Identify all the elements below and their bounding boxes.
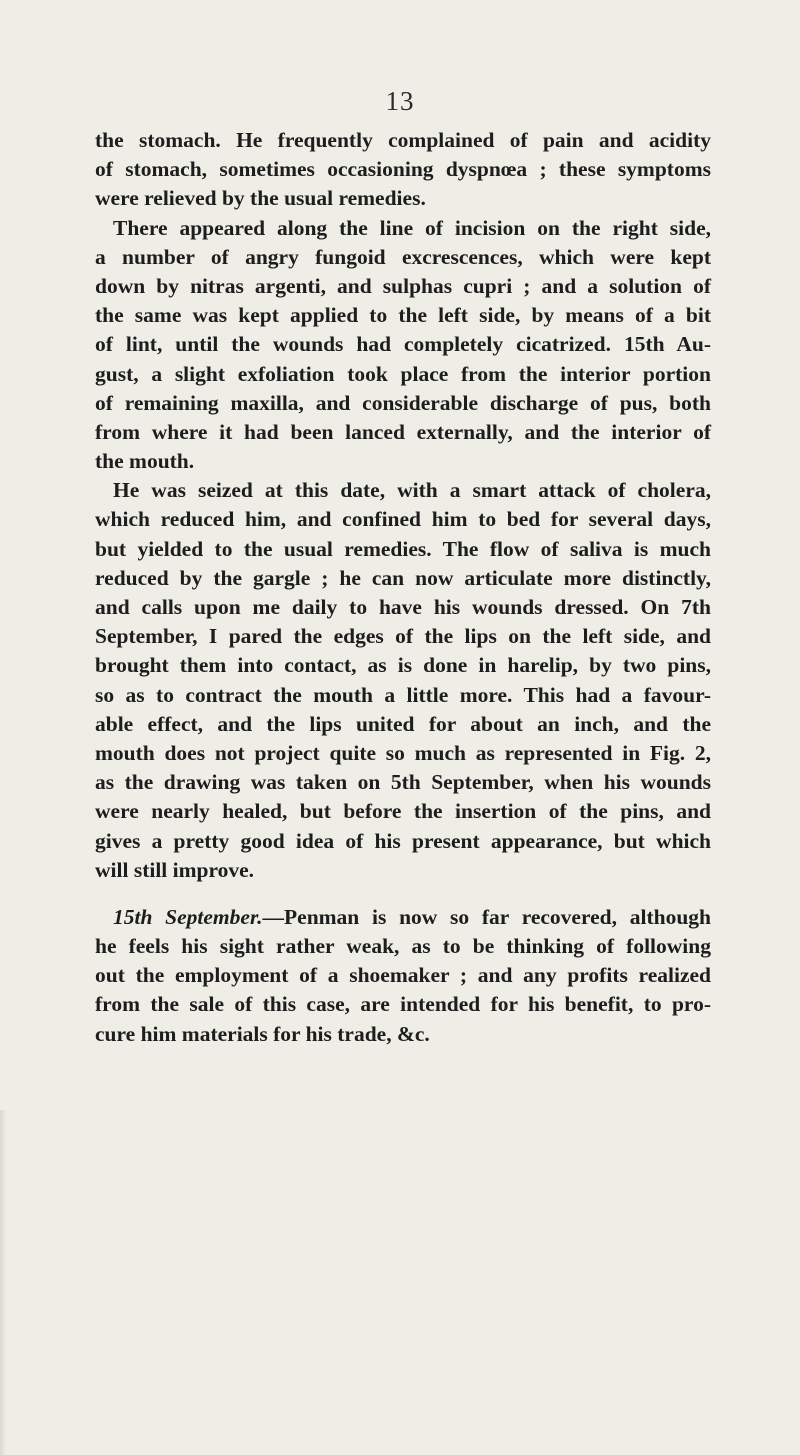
body-text — [95, 126, 711, 1049]
text-line: a number of angry fungoid excrescences, which were kept — [95, 244, 711, 269]
text-line: There appeared along the line of incision on the right side, — [113, 215, 711, 240]
text-line: he feels his sight rather weak, as to be thinking of following — [95, 934, 711, 959]
text-line: reduced by the gargle ; he can now articulate more distinctly, — [95, 565, 711, 590]
text-line — [95, 903, 711, 932]
paragraph-3 — [95, 476, 711, 885]
text-line: were relieved by the usual remedies. — [95, 186, 426, 211]
text-line: but yielded to the usual remedies. The flow of saliva is much — [95, 536, 711, 561]
text-line: gust, a slight exfoliation took place from the interior portion — [95, 361, 711, 386]
text-line: mouth does not project quite so much as represented in Fig. 2, — [95, 740, 711, 765]
text-line: of remaining maxilla, and considerable discharge of pus, both — [95, 390, 711, 415]
text-line: and calls upon me daily to have his wounds dressed. On 7th — [95, 595, 711, 619]
text-line: gives a pretty good idea of his present appearance, but which — [95, 828, 711, 853]
text-line: from where it had been lanced externally, and the interior of — [95, 419, 711, 444]
text-line: able effect, and the lips united for about an inch, and the — [95, 711, 711, 736]
text-line: so as to contract the mouth a little more. This had a favour- — [95, 682, 711, 707]
page-edge-shadow — [0, 1110, 6, 1455]
text-line: of stomach, sometimes occasioning dyspnœa ; these symptoms — [95, 157, 711, 182]
text-line: which reduced him, and confined him to bed for several days, — [95, 507, 711, 532]
text-line: the stomach. He frequently complained of pain and acidity — [95, 128, 711, 152]
text-line: from the sale of this case, are intended for his benefit, to pro- — [95, 992, 711, 1017]
paragraph-1 — [95, 126, 711, 214]
paragraph-gap — [95, 885, 711, 903]
page-number: 13 — [385, 86, 415, 116]
text-line: brought them into contact, as is done in harelip, by two pins, — [95, 653, 711, 678]
text-line-rest: —Penman is now so far recovered, although — [262, 904, 711, 929]
paragraph-4 — [95, 903, 711, 1049]
text-line: September, I pared the edges of the lips on the left side, and — [95, 624, 711, 649]
text-line: the mouth. — [95, 449, 195, 474]
text-line: of lint, until the wounds had completely cicatrized. 15th Au- — [95, 332, 711, 357]
text-line: out the employment of a shoemaker ; and any profits realized — [95, 963, 711, 988]
entry-date: 15th September. — [113, 904, 263, 929]
text-line: cure him materials for his trade, &c. — [95, 1021, 430, 1046]
text-line: down by nitras argenti, and sulphas cupri ; and a solution of — [95, 273, 711, 298]
text-line: will still improve. — [95, 857, 255, 882]
text-line: were nearly healed, but before the insertion of the pins, and — [95, 799, 711, 824]
paragraph-2 — [95, 214, 711, 477]
text-line: the same was kept applied to the left side, by means of a bit — [95, 303, 711, 328]
text-line: He was seized at this date, with a smart attack of cholera, — [113, 478, 711, 503]
text-line: as the drawing was taken on 5th September, when his wounds — [95, 770, 711, 795]
